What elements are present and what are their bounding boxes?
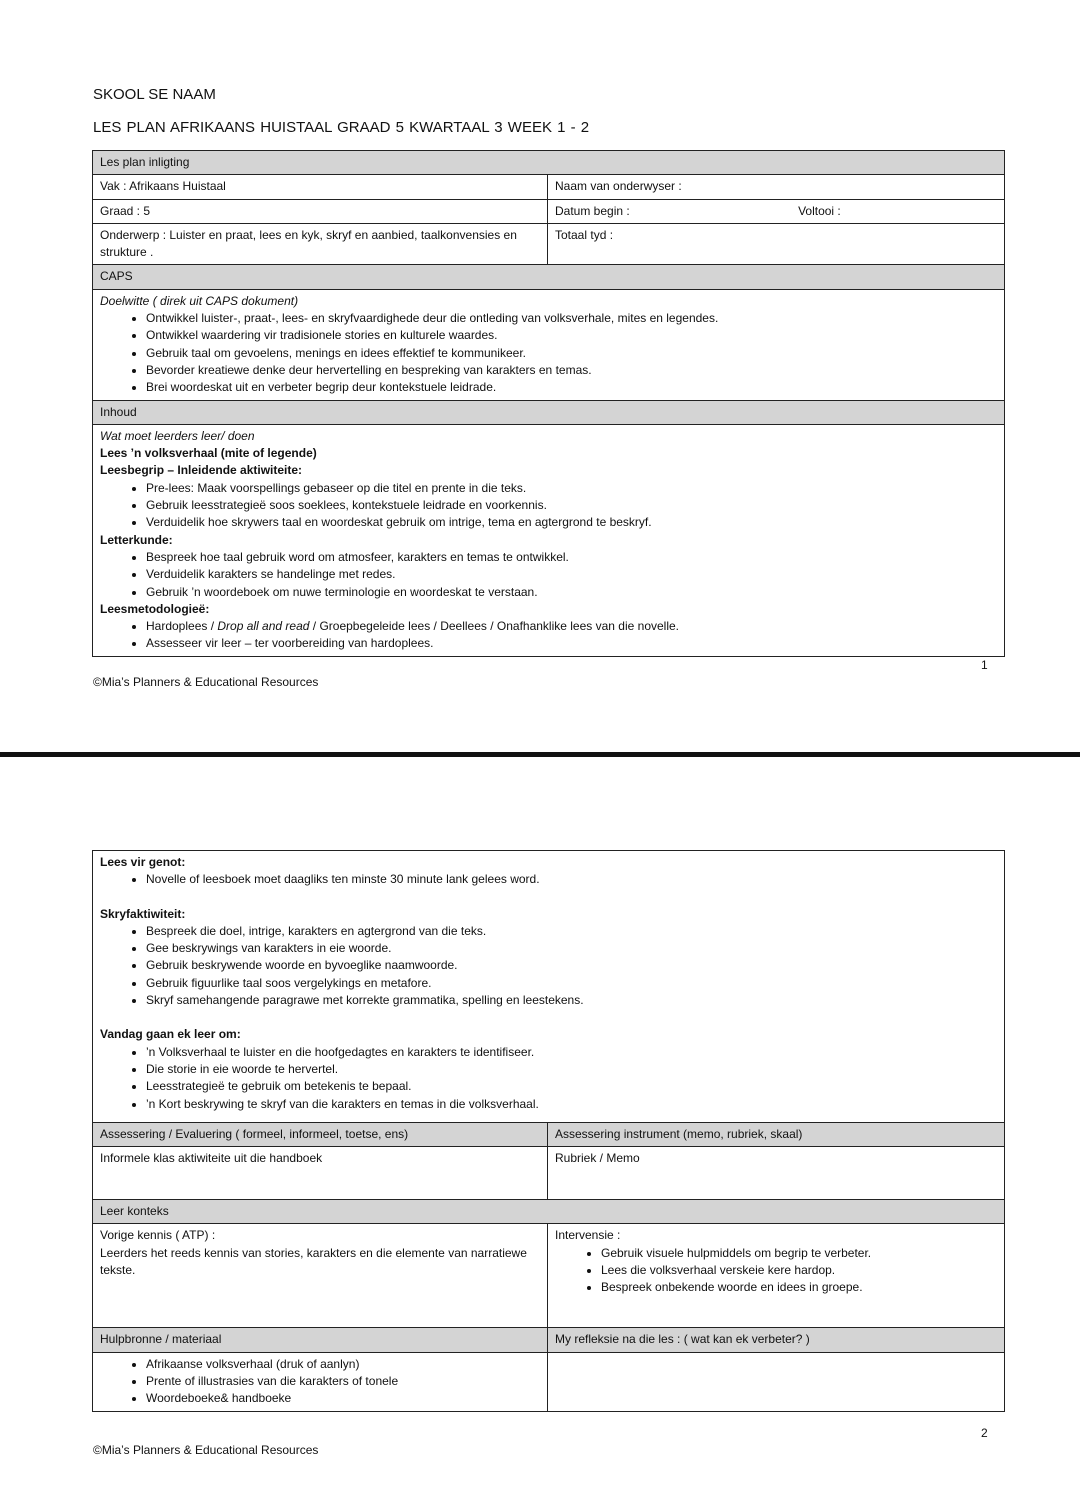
list-item: • Prente of illustrasies van die karakters of tonele xyxy=(146,1373,540,1390)
resources-cell xyxy=(93,1352,548,1411)
writing-list xyxy=(100,923,997,1009)
reflection-cell xyxy=(548,1352,1005,1411)
list-item: • Leesstrategieë te gebruik om betekenis te bepaal. xyxy=(146,1078,997,1095)
intervention-cell xyxy=(548,1224,1005,1328)
document-page-2 xyxy=(0,760,1080,1505)
teacher-cell: Naam van onderwyser : xyxy=(548,175,1005,199)
list-item: • Gee beskrywings van karakters in eie woorde. xyxy=(146,940,997,957)
prior-knowledge-cell xyxy=(93,1224,548,1328)
footer-copyright: ©Mia’s Planners & Educational Resources xyxy=(93,675,319,689)
list-item: • Assesseer vir leer – ter voorbereiding van hardoplees. xyxy=(146,635,997,652)
context-header: Leer konteks xyxy=(93,1200,1005,1224)
school-name: SKOOL SE NAAM xyxy=(93,86,216,103)
content-label: Wat moet leerders leer/ doen xyxy=(100,428,255,443)
methods-text-b: Drop all and read xyxy=(217,619,310,634)
today-list xyxy=(100,1044,997,1113)
page-separator xyxy=(0,752,1080,757)
subject-cell: Vak : Afrikaans Huistaal xyxy=(93,175,548,199)
activities-cell xyxy=(93,851,1005,1123)
today-title: Vandag gaan ek leer om: xyxy=(100,1027,241,1042)
list-item: • Verduidelik karakters se handelinge met redes. xyxy=(146,566,997,583)
list-item: • Ontwikkel waardering vir tradisionele stories en kulturele waardes. xyxy=(146,327,997,344)
list-item: • Verduidelik hoe skrywers taal en woordeskat gebruik om intrige, tema en agtergrond te beskryf. xyxy=(146,514,997,531)
intervention-list xyxy=(555,1245,997,1297)
pleasure-title: Lees vir genot: xyxy=(100,855,186,869)
list-item: • ’n Kort beskrywing te skryf van die karakters en temas in die volksverhaal. xyxy=(146,1096,997,1113)
lesson-details-table xyxy=(92,850,1005,1412)
instrument-header: Assessering instrument (memo, rubriek, skaal) xyxy=(548,1122,1005,1146)
assessment-header: Assessering / Evaluering ( formeel, informeel, toetse, ens) xyxy=(93,1122,548,1146)
list-item: • Pre-lees: Maak voorspellings gebaseer op die titel en prente in die teks. xyxy=(146,480,997,497)
list-item: • Gebruik visuele hulpmiddels om begrip te verbeter. xyxy=(601,1245,997,1262)
comprehension-title: Leesbegrip – Inleidende aktiwiteite: xyxy=(100,463,303,478)
complete-label: Voltooi : xyxy=(798,203,841,218)
list-item: • Gebruik taal om gevoelens, menings en idees effektief te kommunikeer. xyxy=(146,345,997,362)
list-item: • Afrikaanse volksverhaal (druk of aanlyn) xyxy=(146,1356,540,1373)
list-item: • Brei woordeskat uit en verbeter begrip deur kontekstuele leidrade. xyxy=(146,379,997,396)
prior-label: Vorige kennis ( ATP) : xyxy=(100,1228,216,1243)
methods-list xyxy=(100,618,997,653)
page-number: 1 xyxy=(981,658,988,672)
assessment-cell: Informele klas aktiwiteite uit die handboek xyxy=(93,1147,548,1200)
list-item: • Gebruik ’n woordeboek om nuwe terminologie en woordeskat te verstaan. xyxy=(146,584,997,601)
writing-title: Skryfaktiwiteit: xyxy=(100,906,186,921)
literature-title: Letterkunde: xyxy=(100,532,173,547)
content-header: Inhoud xyxy=(93,400,1005,424)
resources-list xyxy=(100,1356,540,1408)
lesson-info-table xyxy=(92,150,1005,657)
methods-title: Leesmetodologieë: xyxy=(100,601,210,616)
content-cell xyxy=(93,424,1005,656)
list-item: • Bespreek die doel, intrige, karakters en agtergrond van die teks. xyxy=(146,923,997,940)
list-item: • Ontwikkel luister-, praat-, lees- en skryfvaardighede deur die ontleding van volksverhale, mites en legendes. xyxy=(146,310,997,327)
reflection-header: My refleksie na die les : ( wat kan ek verbeter? ) xyxy=(548,1328,1005,1352)
list-item: • Skryf samehangende paragrawe met korrekte grammatika, spelling en leestekens. xyxy=(146,992,997,1009)
list-item: • Novelle of leesboek moet daagliks ten minste 30 minute lank gelees word. xyxy=(146,871,997,888)
methods-text-a: Hardoplees / xyxy=(146,619,218,634)
list-item: • Gebruik leesstrategieë soos soeklees, kontekstuele leidrade en voorkennis. xyxy=(146,497,997,514)
total-time-cell: Totaal tyd : xyxy=(548,223,1005,265)
list-item: • ’n Volksverhaal te luister en die hoofgedagtes en karakters te identifiseer. xyxy=(146,1044,997,1061)
instrument-cell: Rubriek / Memo xyxy=(548,1147,1005,1200)
info-header: Les plan inligting xyxy=(93,151,1005,175)
aims-list xyxy=(100,310,997,396)
grade-cell: Graad : 5 xyxy=(93,199,548,223)
aims-label: Doelwitte ( direk uit CAPS dokument) xyxy=(100,293,299,308)
list-item xyxy=(146,618,997,635)
comprehension-list xyxy=(100,480,997,532)
list-item: • Bespreek onbekende woorde en idees in groepe. xyxy=(601,1279,997,1296)
list-item: • Gebruik figuurlike taal soos vergelykings en metafore. xyxy=(146,975,997,992)
methods-text-c: / Groepbegeleide lees / Deellees / Onafhanklike lees van die novelle. xyxy=(309,619,679,634)
prior-text: Leerders het reeds kennis van stories, karakters en die elemente van narratiewe tekste. xyxy=(100,1245,527,1278)
list-item: • Woordeboeke& handboeke xyxy=(146,1390,540,1407)
caps-header: CAPS xyxy=(93,265,1005,289)
list-item: • Lees die volksverhaal verskeie kere hardop. xyxy=(601,1262,997,1279)
list-item: • Bevorder kreatiewe denke deur hervertelling en bespreking van karakters en temas. xyxy=(146,362,997,379)
document-page-1 xyxy=(0,0,1080,752)
topic-cell: Onderwerp : Luister en praat, lees en kyk, skryf en aanbied, taalkonvensies en strukture . xyxy=(93,223,548,265)
list-item: • Bespreek hoe taal gebruik word om atmosfeer, karakters en temas te ontwikkel. xyxy=(146,549,997,566)
date-cell xyxy=(548,199,1005,223)
resources-header: Hulpbronne / materiaal xyxy=(93,1328,548,1352)
footer-copyright: ©Mia’s Planners & Educational Resources xyxy=(93,1443,319,1457)
literature-list xyxy=(100,549,997,601)
date-begin-label: Datum begin : xyxy=(555,203,630,218)
pleasure-list xyxy=(100,871,997,888)
list-item: • Die storie in eie woorde te hervertel. xyxy=(146,1061,997,1078)
list-item: • Gebruik beskrywende woorde en byvoeglike naamwoorde. xyxy=(146,957,997,974)
aims-cell xyxy=(93,289,1005,400)
page-number: 2 xyxy=(981,1426,988,1440)
intervention-label: Intervensie : xyxy=(555,1228,621,1243)
read-title: Lees ’n volksverhaal (mite of legende) xyxy=(100,446,317,461)
lesson-plan-title: LES PLAN AFRIKAANS HUISTAAL GRAAD 5 KWARTAAL 3 WEEK 1 - 2 xyxy=(93,119,590,136)
